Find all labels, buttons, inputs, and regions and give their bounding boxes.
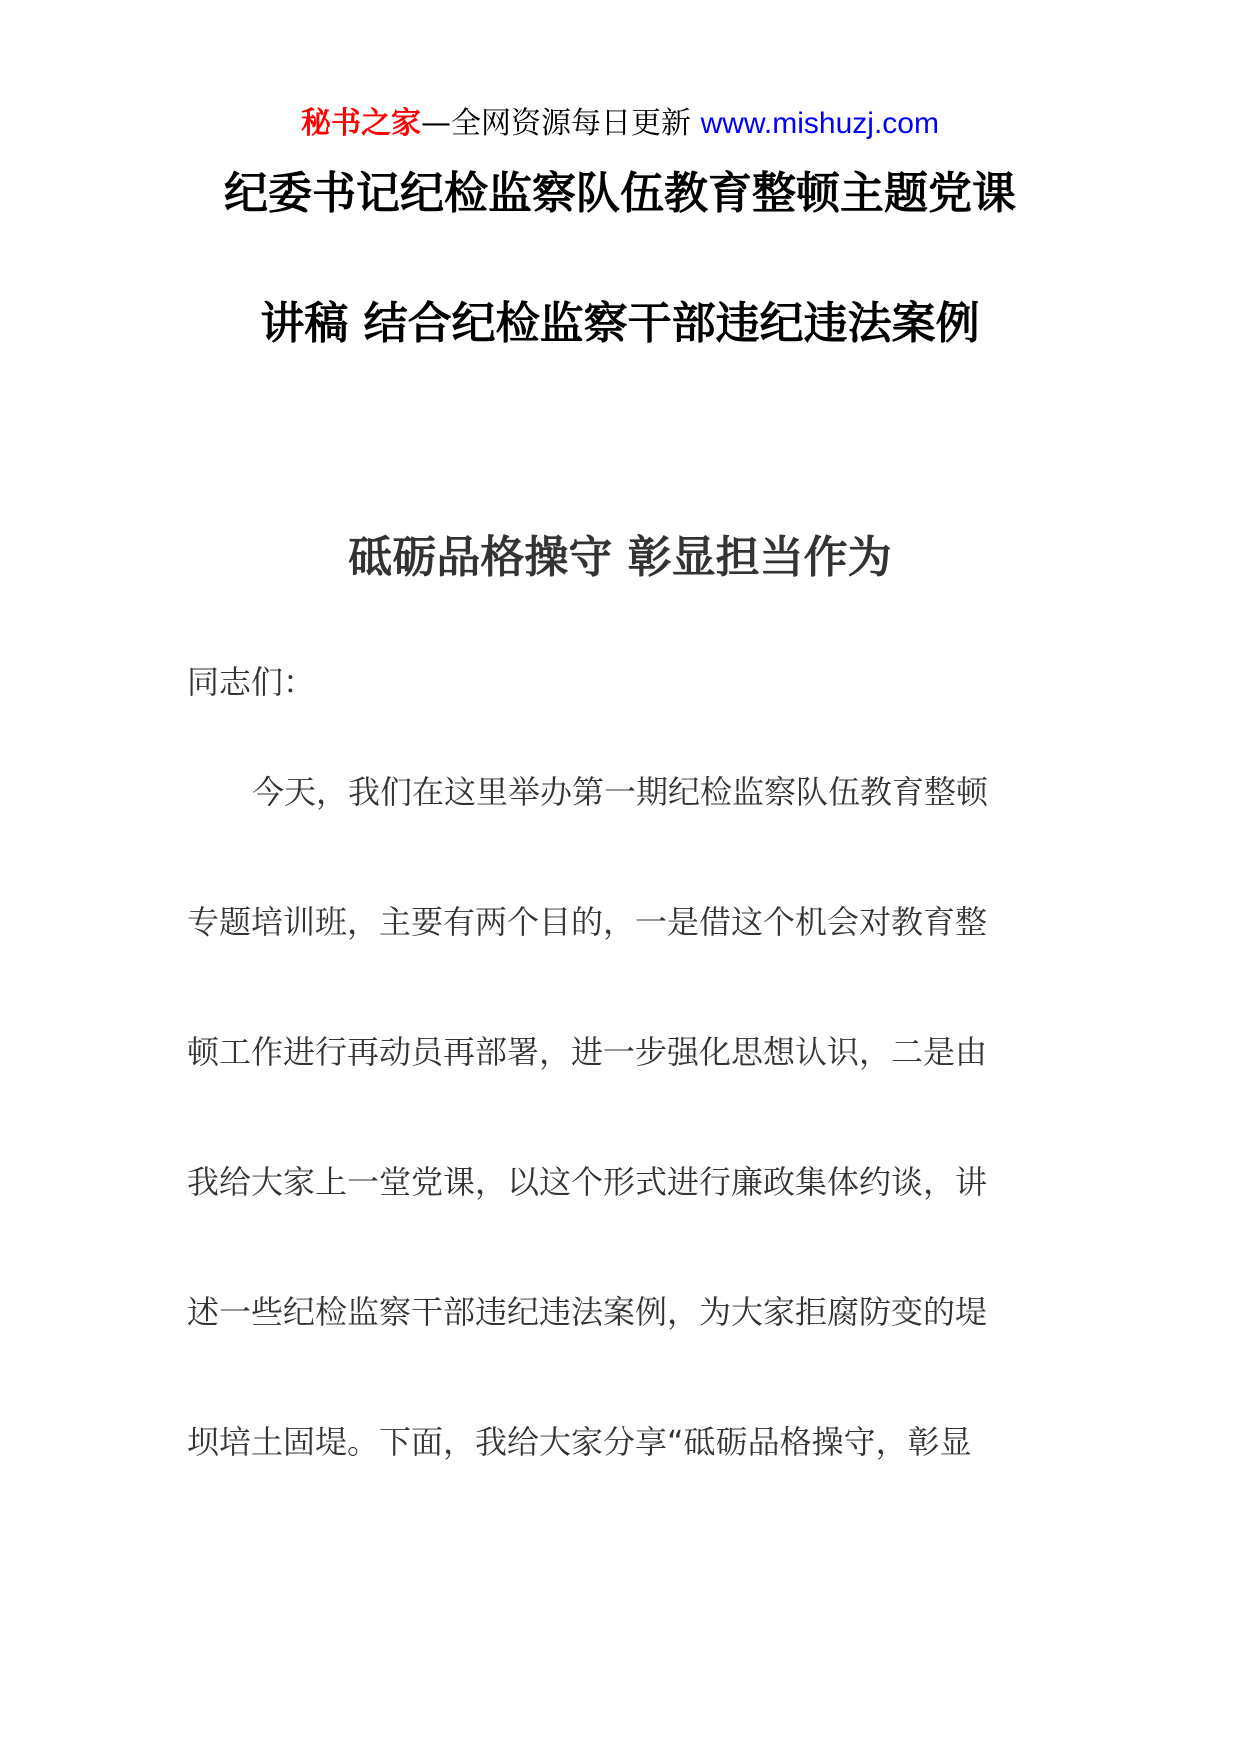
site-url-link[interactable]: www.mishuzj.com <box>700 107 939 140</box>
document-title-line-1: 纪委书记纪检监察队伍教育整顿主题党课 <box>224 168 1016 219</box>
paragraph-line: 专题培训班，主要有两个目的，一是借这个机会对教育整 <box>187 903 988 941</box>
salutation: 同志们： <box>187 663 316 701</box>
paragraph-line: 顿工作进行再动员再部署，进一步强化思想认识，二是由 <box>187 1033 988 1071</box>
document-subtitle: 砥砺品格操守 彰显担当作为 <box>348 532 892 583</box>
paragraph-line: 今天，我们在这里举办第一期纪检监察队伍教育整顿 <box>252 773 989 811</box>
document-title-line-2: 讲稿 结合纪检监察干部违纪违法案例 <box>260 298 980 349</box>
paragraph-line: 坝培土固堤。下面，我给大家分享“砥砺品格操守，彰显 <box>187 1423 972 1461</box>
site-header <box>0 104 1240 144</box>
paragraph-line: 我给大家上一堂党课，以这个形式进行廉政集体约谈，讲 <box>187 1163 988 1201</box>
site-brand: 秘书之家 <box>301 106 422 141</box>
paragraph-line: 述一些纪检监察干部违纪违法案例，为大家拒腐防变的堤 <box>187 1293 988 1331</box>
site-tagline: —全网资源每日更新 <box>421 106 701 141</box>
